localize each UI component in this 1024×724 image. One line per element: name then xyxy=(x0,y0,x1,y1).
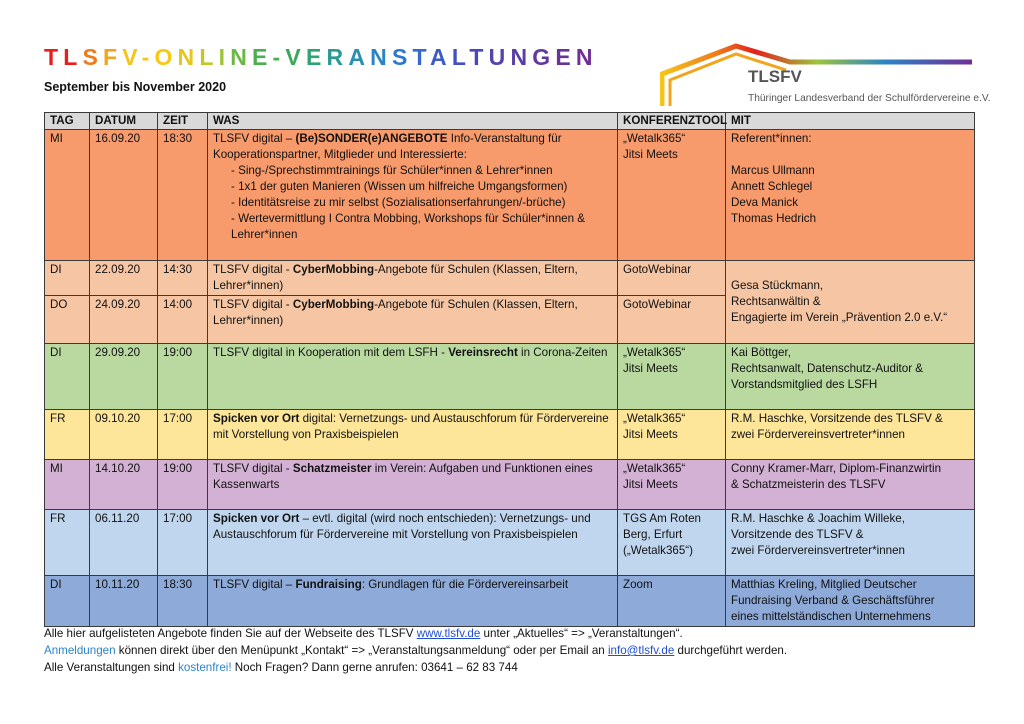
list-item: - Identitätsreise zu mir selbst (Sozialisationserfahrungen/-brüche) xyxy=(231,195,612,211)
title-letter: - xyxy=(272,44,286,70)
was-text: TLSFV digital in Kooperation mit dem LSFH - xyxy=(213,346,449,359)
title-letter: L xyxy=(63,44,83,70)
cell-tool xyxy=(618,344,726,410)
title-letter: N xyxy=(575,44,598,70)
cell-tag: MI xyxy=(45,130,90,261)
was-text: TLSFV digital – xyxy=(213,132,296,145)
title-letter: N xyxy=(510,44,533,70)
mit-line: Vorsitzende des TLSFV & xyxy=(731,528,864,541)
title-letter: G xyxy=(532,44,556,70)
cell-mit xyxy=(726,130,975,261)
tool-line: „Wetalk365“ xyxy=(623,412,686,425)
title-letter: F xyxy=(103,44,123,70)
footer-text: Alle Veranstaltungen sind xyxy=(44,661,179,674)
was-text: digital: Vernetzungs- und Austauschforum für Fördervereine mit Vorstellung von Praxisbeispielen xyxy=(213,412,609,441)
cell-zeit: 17:00 xyxy=(158,410,208,460)
title-letter: V xyxy=(285,44,306,70)
cell-zeit: 14:30 xyxy=(158,261,208,296)
footer-contact-note xyxy=(44,661,518,674)
tool-line: TGS Am Roten xyxy=(623,512,701,525)
cell-was xyxy=(208,344,618,410)
tool-line: „Wetalk365“ xyxy=(623,462,686,475)
cell-zeit: 18:30 xyxy=(158,576,208,627)
title-letter: - xyxy=(141,44,155,70)
cell-datum: 09.10.20 xyxy=(90,410,158,460)
footer-text: Alle hier aufgelisteten Angebote finden Sie auf der Webseite des TLSFV xyxy=(44,627,417,640)
title-letter: N xyxy=(370,44,392,70)
title-letter: T xyxy=(44,44,64,70)
page-subtitle: September bis November 2020 xyxy=(44,80,227,94)
mit-line: Fundraising Verband & Geschäftsführer xyxy=(731,594,935,607)
mit-line: Rechtsanwalt, Datenschutz-Auditor & xyxy=(731,362,924,375)
cell-tool xyxy=(618,410,726,460)
cell-datum: 10.11.20 xyxy=(90,576,158,627)
footer-text: durchgeführt werden. xyxy=(674,644,788,657)
cell-mit xyxy=(726,261,975,344)
tool-line: Berg, Erfurt xyxy=(623,528,683,541)
mit-line: Engagierte im Verein „Prävention 2.0 e.V.“ xyxy=(731,311,948,324)
title-letter: R xyxy=(326,44,349,70)
title-letter: N xyxy=(177,44,200,70)
cell-mit xyxy=(726,410,975,460)
tool-line: GotoWebinar xyxy=(623,263,692,276)
table-row xyxy=(45,460,975,510)
was-text: im Verein: Aufgaben und Funktionen eines Kassenwarts xyxy=(213,462,593,491)
cell-was xyxy=(208,510,618,576)
cell-tool xyxy=(618,460,726,510)
cell-datum: 06.11.20 xyxy=(90,510,158,576)
tool-line: „Wetalk365“ xyxy=(623,346,686,359)
cell-tag: DI xyxy=(45,261,90,296)
mit-line: Annett Schlegel xyxy=(731,180,813,193)
was-highlight: CyberMobbing xyxy=(292,263,375,276)
was-text: TLSFV digital - xyxy=(213,298,293,311)
cell-datum: 22.09.20 xyxy=(90,261,158,296)
offer-list xyxy=(213,163,612,243)
table-row xyxy=(45,130,975,261)
title-letter: T xyxy=(412,44,431,70)
table-row xyxy=(45,510,975,576)
cell-tag: FR xyxy=(45,510,90,576)
title-letter: N xyxy=(230,44,252,70)
list-item: - 1x1 der guten Manieren (Wissen um hilfreiche Umgangsformen) xyxy=(231,179,612,195)
cell-tool xyxy=(618,261,726,296)
mit-line: R.M. Haschke, Vorsitzende des TLSFV & xyxy=(731,412,943,425)
header-was: WAS xyxy=(208,113,618,130)
mit-line: Rechtsanwältin & xyxy=(731,295,821,308)
title-letter: U xyxy=(488,44,511,70)
cell-mit xyxy=(726,576,975,627)
was-highlight: Spicken vor Ort xyxy=(213,412,300,425)
cell-tool xyxy=(618,296,726,344)
footer-accent: kostenfrei! xyxy=(178,661,232,674)
cell-datum: 24.09.20 xyxy=(90,296,158,344)
title-letter: A xyxy=(430,44,452,70)
cell-was xyxy=(208,296,618,344)
cell-tag: FR xyxy=(45,410,90,460)
list-item: - Wertevermittlung I Contra Mobbing, Workshops für Schüler*innen & Lehrer*innen xyxy=(231,211,612,243)
was-highlight: CyberMobbing xyxy=(292,298,375,311)
was-text: – evtl. digital (wird noch entschieden): Vernetzungs- und Austauschforum für Fördervereine mit Vorstellung von Praxisbeispielen xyxy=(213,512,591,541)
website-link[interactable]: www.tlsfv.de xyxy=(416,627,481,640)
was-text: TLSFV digital - xyxy=(213,263,293,276)
title-letter: T xyxy=(469,44,489,70)
table-row xyxy=(45,261,975,296)
was-text: TLSFV digital – xyxy=(213,578,296,591)
title-letter: L xyxy=(451,44,470,70)
was-text: TLSFV digital - xyxy=(213,462,293,475)
cell-zeit: 19:00 xyxy=(158,460,208,510)
tool-line: GotoWebinar xyxy=(623,298,692,311)
mit-line: & Schatzmeisterin des TLSFV xyxy=(731,478,886,491)
event-table xyxy=(44,112,975,627)
logo-subtitle: Thüringer Landesverband der Schulfördervereine e.V. xyxy=(748,93,991,104)
page-title xyxy=(44,44,598,71)
tool-line: Jitsi Meets xyxy=(623,428,678,441)
tool-line: Jitsi Meets xyxy=(623,478,678,491)
cell-tag: MI xyxy=(45,460,90,510)
was-highlight: Spicken vor Ort xyxy=(213,512,300,525)
cell-tag: DI xyxy=(45,576,90,627)
table-row xyxy=(45,576,975,627)
footer-registration-note xyxy=(44,644,787,657)
header-konferenztool: KONFERENZTOOL xyxy=(618,113,726,130)
title-letter: O xyxy=(154,44,178,70)
cell-was xyxy=(208,410,618,460)
was-text: in Corona-Zeiten xyxy=(517,346,608,359)
header-mit: MIT xyxy=(726,113,975,130)
title-letter: I xyxy=(218,44,231,70)
header-datum: DATUM xyxy=(90,113,158,130)
cell-datum: 14.10.20 xyxy=(90,460,158,510)
cell-was xyxy=(208,460,618,510)
cell-tool xyxy=(618,130,726,261)
mit-line: Vorstandsmitglied des LSFH xyxy=(731,378,878,391)
cell-tool xyxy=(618,510,726,576)
title-letter: L xyxy=(199,44,219,70)
was-highlight: (Be)SONDER(e)ANGEBOTE xyxy=(295,132,448,145)
cell-zeit: 17:00 xyxy=(158,510,208,576)
footer-text: unter „Aktuelles“ => „Veranstaltungen“. xyxy=(480,627,683,640)
table-header-row xyxy=(45,113,975,130)
header-zeit: ZEIT xyxy=(158,113,208,130)
was-text: Info-Veranstaltung für Kooperationspartner, Mitglieder und Interessierte: xyxy=(213,132,562,161)
title-letter: V xyxy=(122,44,142,70)
was-text: -Angebote für Schulen (Klassen, Eltern, Lehrer*innen) xyxy=(213,263,578,292)
list-item: - Sing-/Sprechstimmtrainings für Schüler*innen & Lehrer*innen xyxy=(231,163,612,179)
cell-mit xyxy=(726,510,975,576)
cell-datum: 16.09.20 xyxy=(90,130,158,261)
mit-heading: Referent*innen: xyxy=(731,132,812,145)
mit-line: Deva Manick xyxy=(731,196,799,209)
header-tag: TAG xyxy=(45,113,90,130)
cell-was xyxy=(208,261,618,296)
was-highlight: Schatzmeister xyxy=(292,462,372,475)
footer-accent: Anmeldungen xyxy=(44,644,116,657)
title-letter: S xyxy=(391,44,413,70)
cell-tag: DO xyxy=(45,296,90,344)
cell-zeit: 18:30 xyxy=(158,130,208,261)
table-row xyxy=(45,410,975,460)
was-highlight: Vereinsrecht xyxy=(448,346,518,359)
cell-datum: 29.09.20 xyxy=(90,344,158,410)
tool-line: („Wetalk365“) xyxy=(623,544,694,557)
mit-line: eines mittelständischen Unternehmens xyxy=(731,610,931,623)
tool-line: Zoom xyxy=(623,578,653,591)
title-letter: E xyxy=(252,44,273,70)
mit-line: Matthias Kreling, Mitglied Deutscher xyxy=(731,578,917,591)
tool-line: Jitsi Meets xyxy=(623,148,678,161)
mit-line: Marcus Ullmann xyxy=(731,164,815,177)
mit-line: Kai Böttger, xyxy=(731,346,791,359)
mit-line: Conny Kramer-Marr, Diplom-Finanzwirtin xyxy=(731,462,942,475)
title-letter: E xyxy=(555,44,576,70)
cell-zeit: 14:00 xyxy=(158,296,208,344)
footer-text: Noch Fragen? Dann gerne anrufen: 03641 – 62 83 744 xyxy=(231,661,518,674)
mit-line: zwei Fördervereinsvertreter*innen xyxy=(731,428,905,441)
tool-line: „Wetalk365“ xyxy=(623,132,686,145)
was-highlight: Fundraising xyxy=(295,578,362,591)
email-link[interactable]: info@tlsfv.de xyxy=(607,644,675,657)
cell-tag: DI xyxy=(45,344,90,410)
was-text: : Grundlagen für die Fördervereinsarbeit xyxy=(361,578,569,591)
footer-website-note xyxy=(44,627,683,640)
footer-text: können direkt über den Menüpunkt „Kontakt“ => „Veranstaltungsanmeldung“ oder per Email an xyxy=(115,644,608,657)
was-text: -Angebote für Schulen (Klassen, Eltern, Lehrer*innen) xyxy=(213,298,578,327)
logo-name: TLSFV xyxy=(748,67,802,86)
title-letter: S xyxy=(82,44,104,70)
cell-was xyxy=(208,576,618,627)
mit-line: Gesa Stückmann, xyxy=(731,279,824,292)
title-letter: A xyxy=(348,44,371,70)
cell-was xyxy=(208,130,618,261)
tool-line: Jitsi Meets xyxy=(623,362,678,375)
mit-line: Thomas Hedrich xyxy=(731,212,817,225)
cell-mit xyxy=(726,344,975,410)
table-row xyxy=(45,344,975,410)
title-letter: E xyxy=(305,44,327,70)
cell-zeit: 19:00 xyxy=(158,344,208,410)
cell-tool xyxy=(618,576,726,627)
mit-line: R.M. Haschke & Joachim Willeke, xyxy=(731,512,905,525)
cell-mit xyxy=(726,460,975,510)
mit-line: zwei Fördervereinsvertreter*innen xyxy=(731,544,905,557)
